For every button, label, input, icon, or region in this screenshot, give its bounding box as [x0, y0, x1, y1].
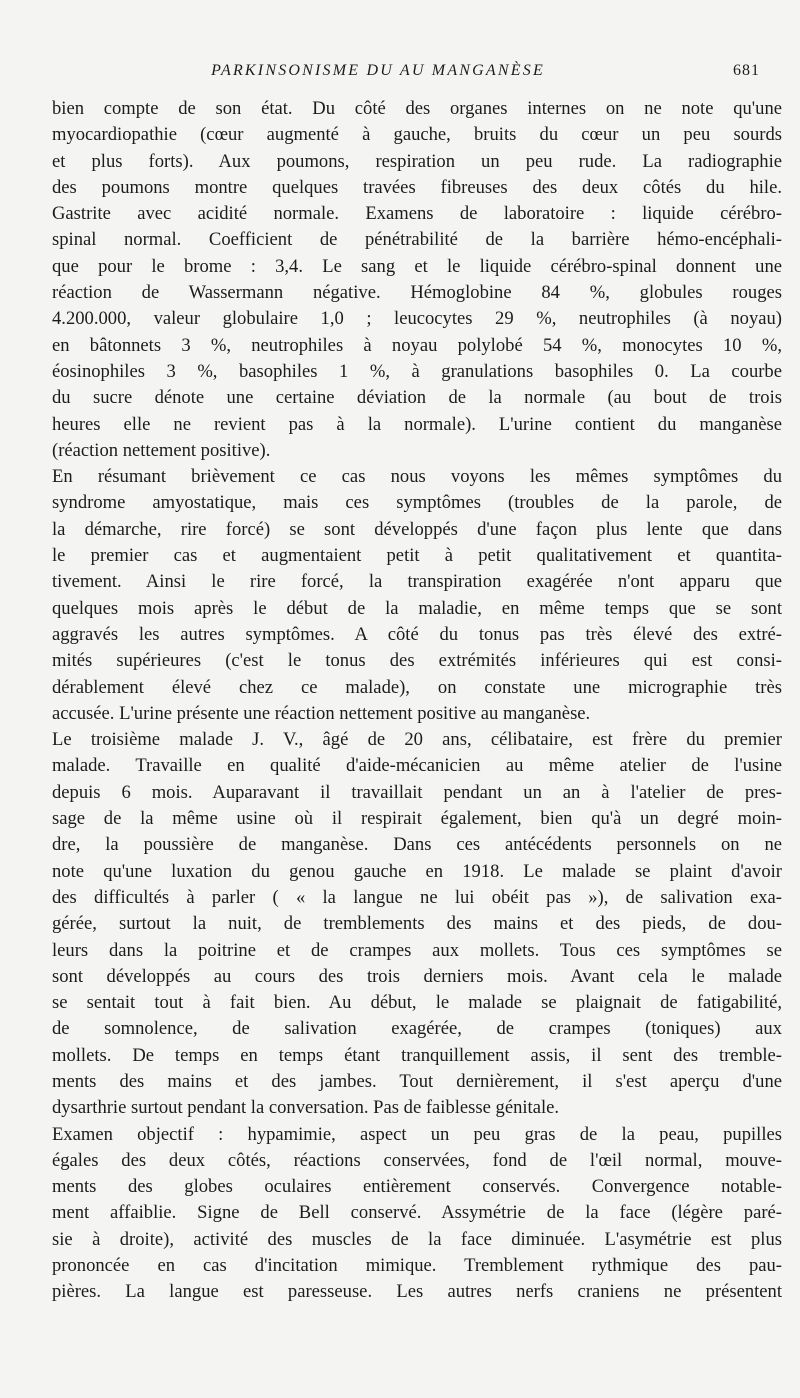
text-line: Le troisième malade J. V., âgé de 20 ans, célibataire, est frère du premier [52, 729, 782, 751]
text-line: sie à droite), activité des muscles de la face diminuée. L'asymétrie est plus [52, 1228, 782, 1250]
text-line: du sucre dénote une certaine déviation de la normale (au bout de trois [52, 387, 782, 409]
text-line: spinal normal. Coefficient de pénétrabilité de la barrière hémo-encéphali- [52, 229, 782, 251]
text-line: des difficultés à parler ( « la langue ne lui obéit pas »), de salivation exa- [52, 886, 782, 908]
text-line: tivement. Ainsi le rire forcé, la transpiration exagérée n'ont apparu que [52, 571, 782, 593]
text-line: bien compte de son état. Du côté des organes internes on ne note qu'une [52, 98, 782, 119]
text-line: dysarthrie surtout pendant la conversation. Pas de faiblesse génitale. [52, 1097, 560, 1119]
text-line: ments des mains et des jambes. Tout dernièrement, il s'est aperçu d'une [52, 1070, 782, 1092]
text-line: gérée, surtout la nuit, de tremblements des mains et des pieds, de dou- [52, 913, 782, 935]
page-header [168, 62, 768, 86]
text-line: se sentait tout à fait bien. Au début, le malade se plaignait de fatigabilité, [52, 992, 782, 1014]
text-line: mollets. De temps en temps étant tranquillement assis, il sent des tremble- [52, 1044, 782, 1066]
text-line: Examen objectif : hypamimie, aspect un peu gras de la peau, pupilles [52, 1123, 782, 1145]
text-line: mités supérieures (c'est le tonus des extrémités inférieures qui est consi- [52, 650, 782, 672]
text-line: quelques mois après le début de la maladie, en même temps que se sont [52, 597, 782, 619]
text-line: sont développés au cours des trois derniers mois. Avant cela le malade [52, 965, 782, 987]
page-number: 681 [733, 62, 760, 79]
text-line: ments des globes oculaires entièrement conservés. Convergence notable- [52, 1176, 782, 1198]
text-line: depuis 6 mois. Auparavant il travaillait pendant un an à l'atelier de pres- [52, 781, 782, 803]
running-title: PARKINSONISME DU AU MANGANÈSE [211, 62, 545, 79]
text-line: (réaction nettement positive). [52, 439, 271, 461]
text-line: En résumant brièvement ce cas nous voyons les mêmes symptômes du [52, 466, 782, 488]
text-line: 4.200.000, valeur globulaire 1,0 ; leucocytes 29 %, neutrophiles (à noyau) [52, 308, 782, 330]
text-line: en bâtonnets 3 %, neutrophiles à noyau polylobé 54 %, monocytes 10 %, [52, 334, 782, 356]
text-line: myocardiopathie (cœur augmenté à gauche, bruits du cœur un peu sourds [52, 124, 782, 146]
text-line: prononcée en cas d'incitation mimique. Tremblement rythmique des pau- [52, 1255, 782, 1277]
text-line: et plus forts). Aux poumons, respiration un peu rude. La radiographie [52, 150, 782, 172]
text-line: le premier cas et augmentaient petit à petit qualitativement et quantita- [52, 545, 782, 567]
text-line: de somnolence, de salivation exagérée, de crampes (toniques) aux [52, 1018, 782, 1040]
text-line: ment affaiblie. Signe de Bell conservé. Assymétrie de la face (légère paré- [52, 1202, 782, 1224]
text-line: égales des deux côtés, réactions conservées, fond de l'œil normal, mouve- [52, 1149, 782, 1171]
text-line: leurs dans la poitrine et de crampes aux mollets. Tous ces symptômes se [52, 939, 782, 961]
text-line: éosinophiles 3 %, basophiles 1 %, à granulations basophiles 0. La courbe [52, 360, 782, 382]
text-line: pières. La langue est paresseuse. Les autres nerfs craniens ne présentent [52, 1281, 782, 1303]
text-line: que pour le brome : 3,4. Le sang et le liquide cérébro-spinal donnent une [52, 255, 782, 277]
text-line: heures elle ne revient pas à la normale). L'urine contient du manganèse [52, 413, 782, 435]
text-line: accusée. L'urine présente une réaction nettement positive au manganèse. [52, 702, 591, 724]
text-line: note qu'une luxation du genou gauche en 1918. Le malade se plaint d'avoir [52, 860, 782, 882]
text-line: des poumons montre quelques travées fibreuses des deux côtés du hile. [52, 176, 782, 198]
text-line: syndrome amyostatique, mais ces symptômes (troubles de la parole, de [52, 492, 782, 514]
text-line: dérablement élevé chez ce malade), on constate une micrographie très [52, 676, 782, 698]
text-line: dre, la poussière de manganèse. Dans ces antécédents personnels on ne [52, 834, 782, 856]
text-line: sage de la même usine où il respirait également, bien qu'à un degré moin- [52, 808, 782, 830]
text-line: réaction de Wassermann négative. Hémoglobine 84 %, globules rouges [52, 282, 782, 304]
text-line: malade. Travaille en qualité d'aide-mécanicien au même atelier de l'usine [52, 755, 782, 777]
text-line: aggravés les autres symptômes. A côté du tonus pas très élevé des extré- [52, 623, 782, 645]
text-line: la démarche, rire forcé) se sont développés d'une façon plus lente que dans [52, 518, 782, 540]
body-text [52, 96, 782, 1306]
text-line: Gastrite avec acidité normale. Examens de laboratoire : liquide cérébro- [52, 203, 782, 225]
